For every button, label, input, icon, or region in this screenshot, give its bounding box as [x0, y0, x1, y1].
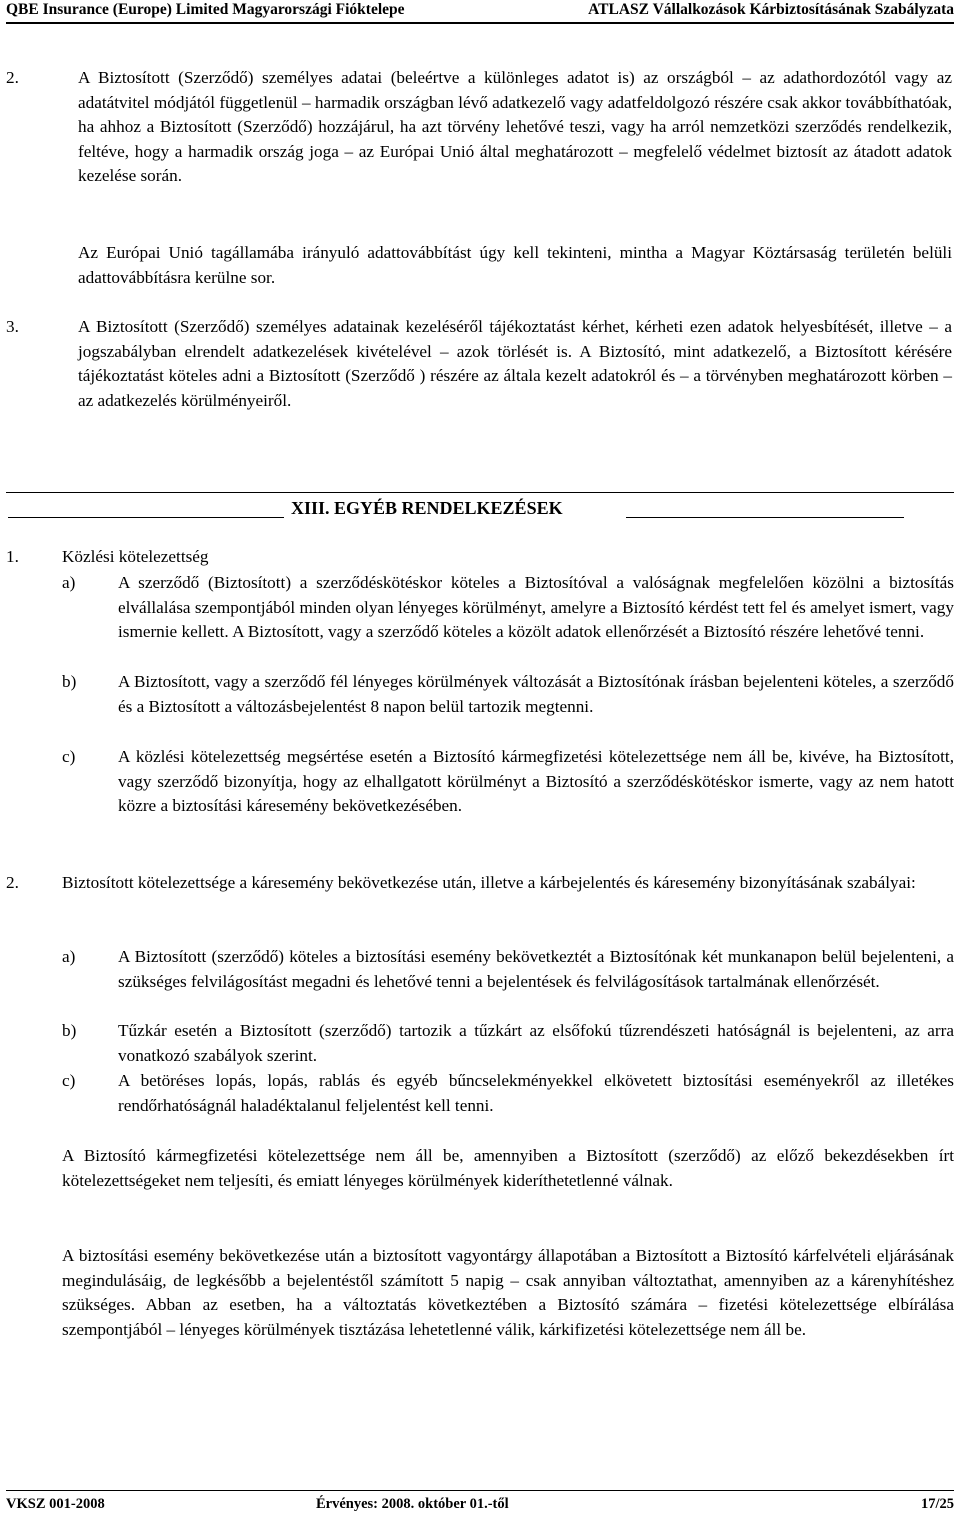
section-2a-marker: a) — [62, 947, 76, 966]
section-2-intro: Biztosított kötelezettsége a káresemény bekövetkezése után, illetve a kárbejelentés és káresemény bizonyításának szabályai: — [62, 873, 916, 892]
paragraph-3-marker: 3. — [6, 317, 19, 336]
paragraph-2-subtext: Az Európai Unió tagállamába irányuló adattovábbítást úgy kell tekinteni, mintha a Magyar Köztársaság területén belüli adattovábbításra kerülne sor. — [78, 243, 952, 287]
section-2c-text: A betöréses lopás, lopás, rablás és egyéb bűncselekményekkel elkövetett biztosítási eseményekről az illetékes rendőrhatóságnál haladéktalanul feljelentést kell tenni. — [118, 1071, 954, 1115]
page-footer — [6, 1490, 954, 1515]
page-header — [6, 0, 954, 24]
footer-document-code: VKSZ 001-2008 — [6, 1496, 105, 1512]
heading-underline-right — [626, 517, 904, 518]
paragraph-2-marker: 2. — [6, 68, 19, 87]
section-1b-marker: b) — [62, 672, 77, 691]
heading-underline-left — [8, 517, 284, 518]
section-1c-marker: c) — [62, 747, 76, 766]
section-title: XIII. EGYÉB RENDELKEZÉSEK — [291, 498, 563, 518]
section-1a-text: A szerződő (Biztosított) a szerződéskötéskor köteles a Biztosítóval a valóságnak megfelelően közölni a biztosítás elvállalása szempontjából minden olyan lényeges körülményt, amelyre a Biztosító kérdést tett fel és amelyet ismert, vagy ismernie kellett. A Biztosított, vagy a szerződő köteles a közölt adatok ellenőrzését a Biztosító részére lehetővé tenni. — [118, 573, 954, 642]
paragraph-3-text: A Biztosított (Szerződő) személyes adatainak kezeléséről tájékoztatást kérhet, kérheti ezen adatok helyesbítését, illetve – a jogszabályban elrendelt adatkezelések kivételével – azok törlését is. A Biztosító, mint adatkezelő, a Biztosított kérésére tájékoztatást köteles adni a Biztosított (Szerződő ) részére az általa kezelt adatokról és – a törvényben meghatározott körben – az adatkezelés körülményeiről. — [78, 317, 952, 410]
section-2b-marker: b) — [62, 1021, 77, 1040]
section-1c-text: A közlési kötelezettség megsértése esetén a Biztosító kármegfizetési kötelezettsége nem áll be, kivéve, ha Biztosított, vagy szerződő bizonyítja, hogy az elhallgatott körülményt a Biztosító a szerződéskötéskor ismerte, vagy az nem hatott közre a biztosítási káresemény bekövetkezésében. — [118, 747, 954, 816]
section-1-marker: 1. — [6, 547, 19, 566]
section-2a-text: A Biztosított (szerződő) köteles a biztosítási esemény bekövetkeztét a Biztosítónak két munkanapon belül bejelenteni, a szükséges felvilágosítást megadni és lehetővé tenni a bejelentések és felvilágosítások tartalmának ellenőrzését. — [118, 947, 954, 991]
section-1a-marker: a) — [62, 573, 76, 592]
section-2c-marker: c) — [62, 1071, 76, 1090]
section-2-closing-1: A Biztosító kármegfizetési kötelezettsége nem áll be, amennyiben a Biztosított (szerződő) az előző bekezdésekben írt kötelezettségeket nem teljesíti, és emiatt lényeges körülmények kideríthetetlenné válnak. — [62, 1146, 954, 1190]
section-1-title: Közlési kötelezettség — [62, 547, 209, 566]
section-2-marker: 2. — [6, 873, 19, 892]
section-2b-text: Tűzkár esetén a Biztosított (szerződő) tartozik a tűzkárt az elsőfokú tűzrendészeti hatóságnál is bejelenteni, az arra vonatkozó szabályok szerint. — [118, 1021, 954, 1065]
section-2-closing-2: A biztosítási esemény bekövetkezése után a biztosított vagyontárgy állapotában a Biztosított a Biztosító kárfelvételi eljárásának megindulásáig, de legkésőbb a bejelentéstől számított 5 napig – csak annyiban változtathat, amennyiben az a kárenyhítéshez szükséges. Abban az esetben, ha a változtatás következtében a Biztosító számára – fizetési kötelezettsége elbírálása szempontjából – lényeges körülmények tisztázása lehetetlenné válik, kárkifizetési kötelezettsége nem áll be. — [62, 1246, 954, 1339]
footer-page-number: 17/25 — [920, 1496, 954, 1512]
header-document-title: ATLASZ Vállalkozások Kárbiztosításának Szabályzata — [588, 1, 954, 18]
header-company: QBE Insurance (Europe) Limited Magyarországi Fióktelepe — [6, 1, 405, 18]
footer-effective-date: Érvényes: 2008. október 01.-től — [316, 1496, 509, 1512]
section-heading — [6, 492, 954, 520]
paragraph-2-text: A Biztosított (Szerződő) személyes adatai (beleértve a különleges adatot is) az országból – az adathordozótól vagy az adatátvitel módjától függetlenül – harmadik országban lévő adatkezelő vagy adatfeldolgozó részére csak akkor továbbíthatóak, ha ahhoz a Biztosított (Szerződő) hozzájárul, ha azt törvény lehetővé teszi, vagy ha arról nemzetközi szerződés rendelkezik, feltéve, hogy a harmadik ország joga – az Európai Unió által meghatározott – megfelelő védelmet biztosít az átadott adatok kezelése során. — [78, 68, 952, 186]
section-1b-text: A Biztosított, vagy a szerződő fél lényeges körülmények változását a Biztosítónak írásban bejelenteni köteles, a szerződő és a Biztosított a változásbejelentést 8 napon belül tartozik megtenni. — [118, 672, 954, 716]
